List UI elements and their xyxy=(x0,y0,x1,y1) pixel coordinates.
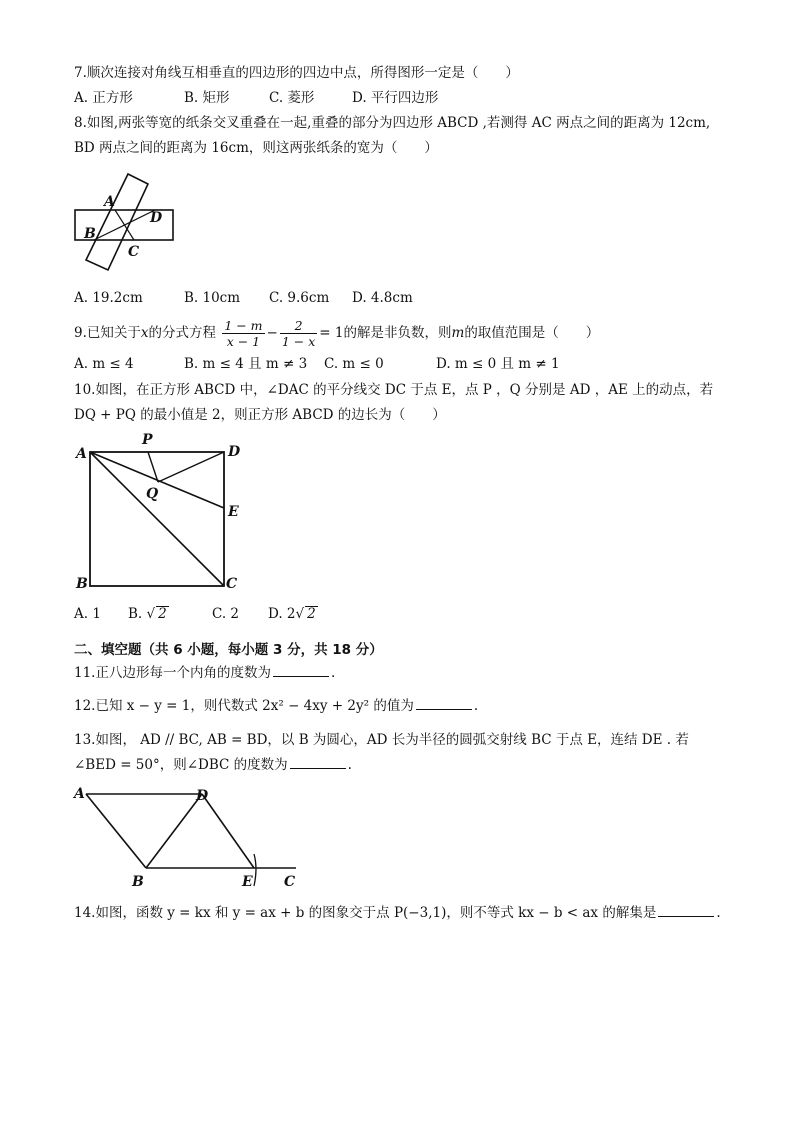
q8-option-d: D. 4.8cm xyxy=(352,290,413,306)
q10-option-b-label: B. xyxy=(128,606,143,622)
q9-frac1-den: x − 1 xyxy=(226,334,261,349)
q13-arc xyxy=(254,854,256,886)
q13-line1: 13.如图， AD // BC, AB = BD，以 B 为圆心，AD 长为半径的圆弧交射线 BC 于点 E，连结 DE . 若 xyxy=(74,732,689,748)
q10-option-a: A. 1 xyxy=(74,606,101,622)
q10-label-d: D xyxy=(228,444,241,460)
q8-label-d: D xyxy=(150,210,163,226)
q7-option-a: A. 正方形 xyxy=(74,90,133,106)
q13-label-c: C xyxy=(284,874,296,890)
q13-segment-de xyxy=(202,794,254,868)
q10-option-b-radicand: 2 xyxy=(158,606,167,622)
q11-text xyxy=(74,664,335,682)
q12-question: 12.已知 x − y = 1，则代数式 2x² − 4xy + 2y² 的值为 xyxy=(74,698,414,714)
q14-question: 14.如图，函数 y = kx 和 y = ax + b 的图象交于点 P(−3,1)，则不等式 kx − b < ax 的解集是 xyxy=(74,905,657,921)
q7-option-b: B. 矩形 xyxy=(184,90,230,106)
q12-answer-blank[interactable] xyxy=(416,697,472,710)
q14-answer-blank[interactable] xyxy=(658,904,714,917)
q12-end: . xyxy=(473,698,479,714)
q10-line2: DQ + PQ 的最小值是 2，则正方形 ABCD 的边长为（ ） xyxy=(74,407,446,423)
q9-fraction-1 xyxy=(222,318,264,349)
q10-label-e: E xyxy=(228,504,239,520)
q11-answer-blank[interactable] xyxy=(273,664,329,677)
q7-option-d: D. 平行四边形 xyxy=(352,90,439,106)
q13-end: . xyxy=(347,757,352,773)
q9-fraction-2 xyxy=(280,318,317,349)
q9-frac1-num: 1 − m xyxy=(224,318,263,333)
q8-label-b: B xyxy=(84,226,96,242)
q10-option-b: B. √ 2 xyxy=(128,606,167,622)
section-2-title: 二、填空题（共 6 小题，每小题 3 分，共 18 分） xyxy=(74,642,383,658)
q8-label-a: A xyxy=(104,194,115,210)
q8-option-c: C. 9.6cm xyxy=(269,290,330,306)
q9-option-b: B. m ≤ 4 且 m ≠ 3 xyxy=(184,356,308,372)
q9-option-a: A. m ≤ 4 xyxy=(74,356,134,372)
q13-label-a: A xyxy=(74,786,85,802)
q9-var-x: x xyxy=(140,325,149,341)
q10-label-a: A xyxy=(76,446,87,462)
q10-label-p: P xyxy=(142,432,153,448)
q9-minus: − xyxy=(266,325,278,341)
q7-option-c: C. 菱形 xyxy=(269,90,315,106)
q10-label-c: C xyxy=(226,576,238,592)
q7-text: 7.顺次连接对角线互相垂直的四边形的四边中点，所得图形一定是（ ） xyxy=(74,65,519,81)
q13-label-b: B xyxy=(132,874,144,890)
q9-text xyxy=(74,316,599,350)
q9-frac2-num: 2 xyxy=(280,318,317,334)
q9-mid: 的分式方程 xyxy=(148,325,217,341)
q9-eq: = 1 xyxy=(319,325,344,341)
q8-option-b: B. 10cm xyxy=(184,290,241,306)
q10-option-d-radicand: 2 xyxy=(307,606,316,622)
q9-option-d: D. m ≤ 0 且 m ≠ 1 xyxy=(436,356,560,372)
q8-line2: BD 两点之间的距离为 16cm，则这两张纸条的宽为（ ） xyxy=(74,140,438,156)
q13-label-e: E xyxy=(242,874,253,890)
q8-figure xyxy=(70,170,180,276)
q14-text xyxy=(74,904,721,922)
q8-line1: 8.如图,两张等宽的纸条交叉重叠在一起,重叠的部分为四边形 ABCD ,若测得 AC 两点之间的距离为 12cm, xyxy=(74,115,711,131)
q10-diagonal-ac xyxy=(90,452,224,586)
q10-option-c: C. 2 xyxy=(212,606,240,622)
q13-figure xyxy=(70,782,310,892)
q9-frac2-den: 1 − x xyxy=(281,334,316,349)
q10-option-d: D. 2√ 2 xyxy=(268,606,316,622)
q8-option-a: A. 19.2cm xyxy=(74,290,143,306)
q13-answer-blank[interactable] xyxy=(290,756,346,769)
q13-segment-ab xyxy=(86,794,146,868)
q13-label-d: D xyxy=(196,788,209,804)
q13-question: ∠BED = 50°，则∠DBC 的度数为 xyxy=(74,757,288,773)
q13-segment-bd xyxy=(146,794,202,868)
q9-var-m: m xyxy=(451,325,465,341)
q14-end: . xyxy=(716,905,721,921)
q9-suffix1: 的解是非负数，则 xyxy=(343,325,452,341)
q9-suffix2: 的取值范围是（ ） xyxy=(464,325,600,341)
q9-option-c: C. m ≤ 0 xyxy=(324,356,384,372)
q10-figure xyxy=(72,428,248,594)
q8-label-c: C xyxy=(128,244,140,260)
q10-label-q: Q xyxy=(146,486,159,502)
q10-option-d-label: D. 2 xyxy=(268,606,296,622)
q11-end: . xyxy=(330,665,336,681)
q10-segment-dq xyxy=(158,452,224,482)
q10-line1: 10.如图，在正方形 ABCD 中，∠DAC 的平分线交 DC 于点 E，点 P ，Q 分别是 AD ，AE 上的动点，若 xyxy=(74,382,714,398)
q12-text xyxy=(74,697,478,715)
q11-question: 11.正八边形每一个内角的度数为 xyxy=(74,665,271,681)
q10-label-b: B xyxy=(76,576,88,592)
q13-line2 xyxy=(74,756,352,774)
q9-prefix: 9.已知关于 xyxy=(74,325,141,341)
